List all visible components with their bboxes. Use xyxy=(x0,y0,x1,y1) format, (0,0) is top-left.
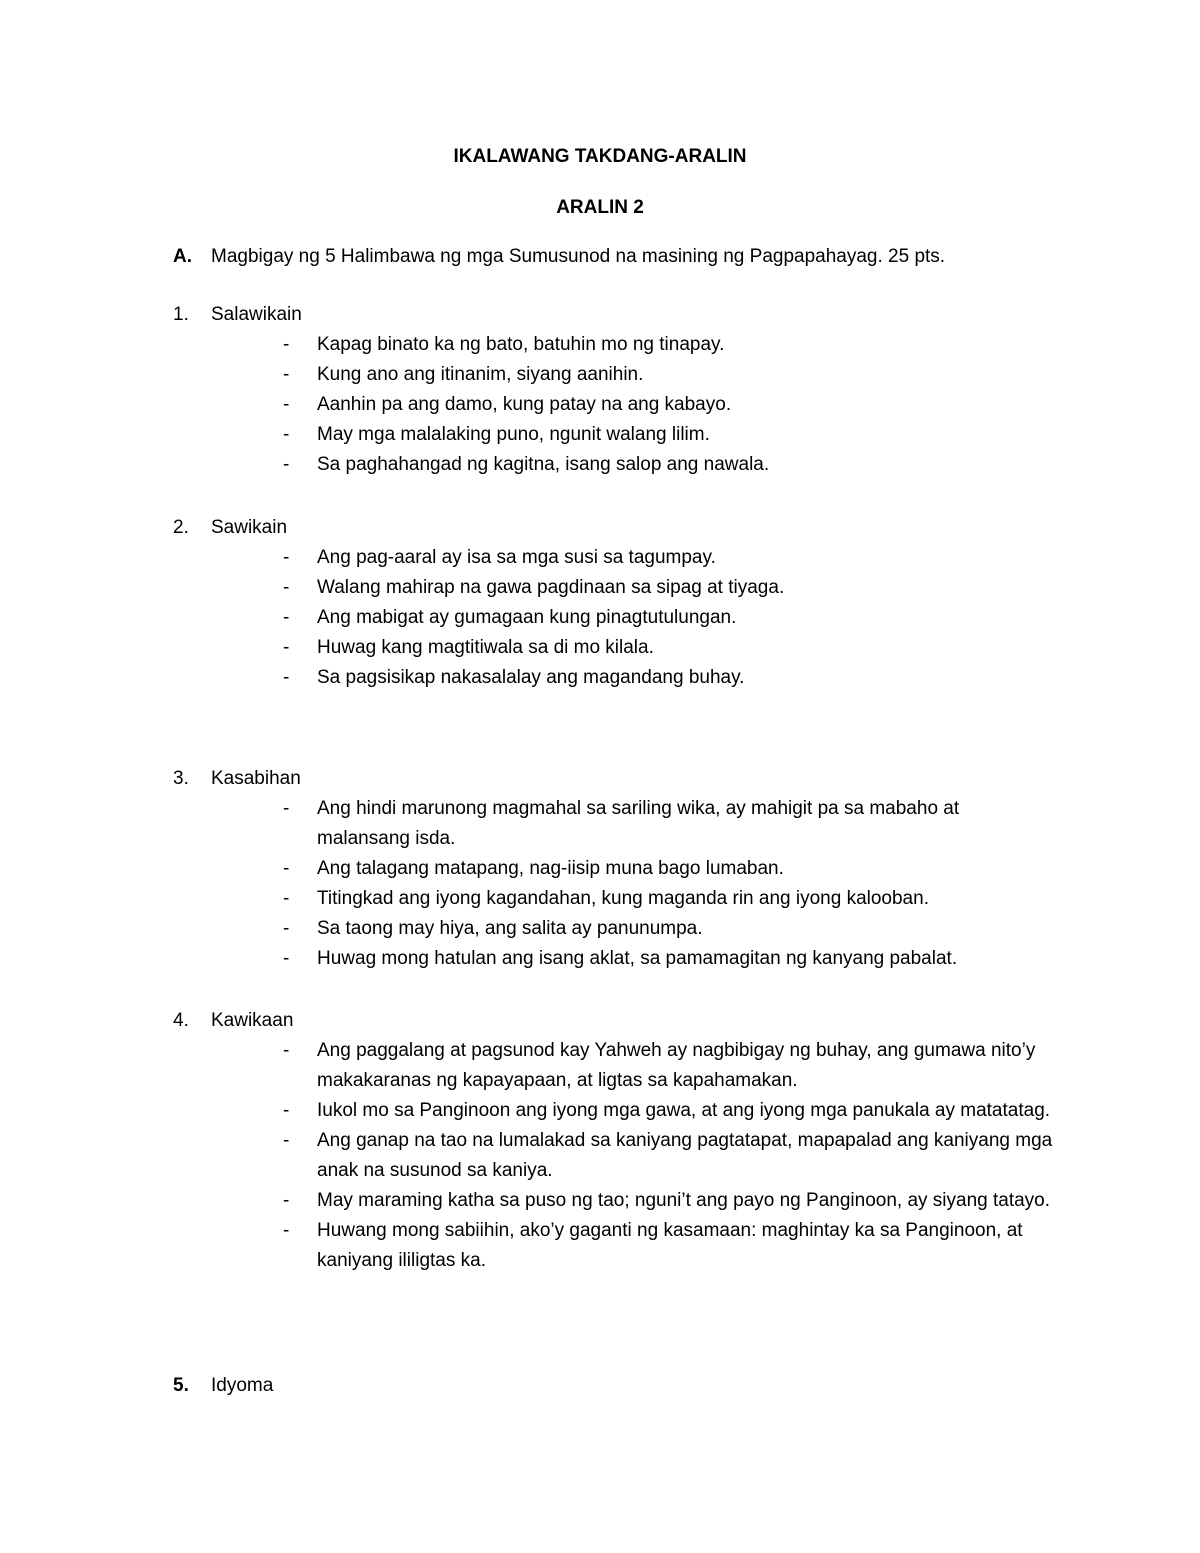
section-kawikaan xyxy=(173,1006,1073,1276)
item-list xyxy=(173,543,1073,693)
item-text: Huwang mong sabiihin, ako’y gaganti ng kasamaan: maghintay ka sa Panginoon, at kaniyang ililigtas ka. xyxy=(317,1220,1023,1271)
dash-bullet: - xyxy=(283,637,290,658)
list-item xyxy=(173,390,1057,420)
item-text: Huwag mong hatulan ang isang aklat, sa pamamagitan ng kanyang pabalat. xyxy=(317,948,958,969)
list-item xyxy=(173,450,1057,480)
item-list xyxy=(173,330,1073,480)
section-heading xyxy=(173,1371,1073,1401)
list-item xyxy=(173,543,1057,573)
document-subtitle: ARALIN 2 xyxy=(556,197,644,218)
dash-bullet: - xyxy=(283,454,290,475)
item-text: Sa pagsisikap nakasalalay ang magandang buhay. xyxy=(317,667,745,688)
dash-bullet: - xyxy=(283,1100,290,1121)
dash-bullet: - xyxy=(283,424,290,445)
list-item xyxy=(173,854,1057,884)
list-item xyxy=(173,1036,1057,1096)
dash-bullet: - xyxy=(283,798,290,819)
list-item xyxy=(173,420,1057,450)
dash-bullet: - xyxy=(283,1040,290,1061)
section-salawikain xyxy=(173,300,1073,480)
list-item xyxy=(173,573,1057,603)
dash-bullet: - xyxy=(283,948,290,969)
item-text: Aanhin pa ang damo, kung patay na ang kabayo. xyxy=(317,394,732,415)
section-title: Kasabihan xyxy=(211,768,301,789)
list-item xyxy=(173,330,1057,360)
item-text: May mga malalaking puno, ngunit walang lilim. xyxy=(317,424,710,445)
section-title: Salawikain xyxy=(211,304,302,325)
item-text: Ang paggalang at pagsunod kay Yahweh ay nagbibigay ng buhay, ang gumawa nito’y makakaranas ng kapayapaan, at ligtas sa kapahamakan. xyxy=(317,1040,1036,1091)
section-heading xyxy=(173,513,1073,543)
list-item xyxy=(173,1186,1057,1216)
dash-bullet: - xyxy=(283,547,290,568)
list-item xyxy=(173,914,1057,944)
section-number: 4. xyxy=(173,1010,189,1031)
dash-bullet: - xyxy=(283,364,290,385)
list-item xyxy=(173,884,1057,914)
item-text: Ang mabigat ay gumagaan kung pinagtutulungan. xyxy=(317,607,737,628)
dash-bullet: - xyxy=(283,1220,290,1241)
dash-bullet: - xyxy=(283,888,290,909)
item-text: Walang mahirap na gawa pagdinaan sa sipag at tiyaga. xyxy=(317,577,785,598)
item-text: Ang hindi marunong magmahal sa sariling wika, ay mahigit pa sa mabaho at malansang isda. xyxy=(317,798,960,849)
section-number: 1. xyxy=(173,304,189,325)
dash-bullet: - xyxy=(283,394,290,415)
list-item xyxy=(173,1096,1057,1126)
section-heading xyxy=(173,764,1073,794)
section-title: Kawikaan xyxy=(211,1010,294,1031)
list-item xyxy=(173,633,1057,663)
list-item xyxy=(173,944,1057,974)
list-item xyxy=(173,603,1057,633)
list-item xyxy=(173,1126,1057,1186)
item-text: May maraming katha sa puso ng tao; nguni’t ang payo ng Panginoon, ay siyang tatayo. xyxy=(317,1190,1051,1211)
item-text: Kapag binato ka ng bato, batuhin mo ng tinapay. xyxy=(317,334,725,355)
item-text: Sa paghahangad ng kagitna, isang salop ang nawala. xyxy=(317,454,770,475)
section-sawikain xyxy=(173,513,1073,693)
section-number: 2. xyxy=(173,517,189,538)
list-item xyxy=(173,1216,1057,1276)
list-item xyxy=(173,360,1057,390)
item-text: Iukol mo sa Panginoon ang iyong mga gawa, at ang iyong mga panukala ay matatatag. xyxy=(317,1100,1051,1121)
item-text: Ang pag-aaral ay isa sa mga susi sa tagumpay. xyxy=(317,547,716,568)
section-number: 5. xyxy=(173,1375,189,1396)
list-item xyxy=(173,663,1057,693)
dash-bullet: - xyxy=(283,858,290,879)
section-heading xyxy=(173,300,1073,330)
section-kasabihan xyxy=(173,764,1073,974)
dash-bullet: - xyxy=(283,667,290,688)
item-list xyxy=(173,794,1073,974)
dash-bullet: - xyxy=(283,918,290,939)
dash-bullet: - xyxy=(283,1130,290,1151)
item-text: Ang talagang matapang, nag-iisip muna bago lumaban. xyxy=(317,858,784,879)
document-title: IKALAWANG TAKDANG-ARALIN xyxy=(453,146,747,167)
section-idyoma xyxy=(173,1371,1073,1401)
item-text: Kung ano ang itinanim, siyang aanihin. xyxy=(317,364,644,385)
section-title: Sawikain xyxy=(211,517,288,538)
section-title: Idyoma xyxy=(211,1375,274,1396)
dash-bullet: - xyxy=(283,334,290,355)
instruction-marker: A. xyxy=(173,246,192,267)
item-list xyxy=(173,1036,1073,1276)
section-number: 3. xyxy=(173,768,189,789)
item-text: Sa taong may hiya, ang salita ay panunumpa. xyxy=(317,918,703,939)
item-text: Titingkad ang iyong kagandahan, kung maganda rin ang iyong kalooban. xyxy=(317,888,929,909)
section-heading xyxy=(173,1006,1073,1036)
dash-bullet: - xyxy=(283,607,290,628)
item-text: Ang ganap na tao na lumalakad sa kaniyang pagtatapat, mapapalad ang kaniyang mga anak na susunod sa kaniya. xyxy=(317,1130,1053,1181)
instruction-text: Magbigay ng 5 Halimbawa ng mga Sumusunod na masining ng Pagpapahayag. 25 pts. xyxy=(211,246,946,267)
dash-bullet: - xyxy=(283,1190,290,1211)
dash-bullet: - xyxy=(283,577,290,598)
item-text: Huwag kang magtitiwala sa di mo kilala. xyxy=(317,637,654,658)
list-item xyxy=(173,794,1057,854)
